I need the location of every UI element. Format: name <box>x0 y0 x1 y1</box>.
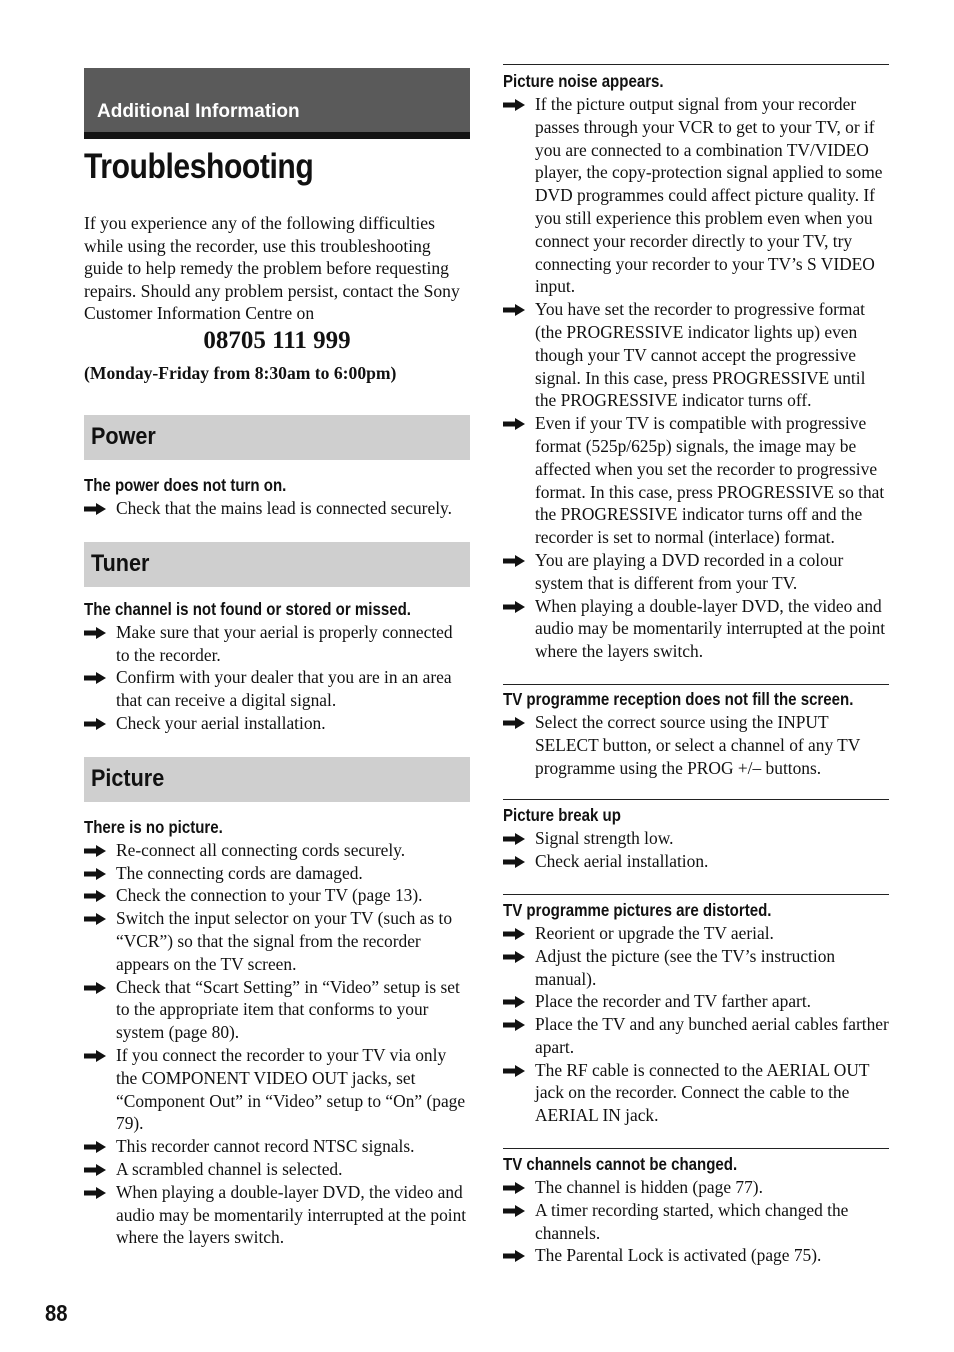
divider <box>503 799 889 800</box>
solution-item: Signal strength low. <box>503 827 889 850</box>
arrow-icon <box>503 418 525 430</box>
arrow-icon <box>503 717 525 729</box>
solution-item: Check that “Scart Setting” in “Video” setup is set to the appropriate item that conforms to your system (page 80). <box>84 976 470 1044</box>
arrow-icon <box>503 304 525 316</box>
solution-list <box>503 922 889 1127</box>
support-hours: (Monday-Friday from 8:30am to 6:00pm) <box>84 362 397 383</box>
section-header-bar <box>84 68 470 139</box>
arrow-icon <box>84 1164 106 1176</box>
arrow-icon <box>503 856 525 868</box>
arrow-icon <box>84 982 106 994</box>
page-number: 88 <box>45 1300 68 1326</box>
arrow-icon <box>503 1065 525 1077</box>
problem-heading: There is no picture. <box>84 816 223 837</box>
problem-heading: Picture noise appears. <box>503 71 664 91</box>
solution-item: Even if your TV is compatible with progressive format (525p/625p) signals, the image may be affected when you set the recorder to progressive format. In this case, press PROGRESSIVE so that the PROGRESSIVE indicator turns off and the recorder is set to normal (interlace) format. <box>503 412 889 549</box>
arrow-icon <box>503 1250 525 1262</box>
solution-list <box>84 621 470 735</box>
arrow-icon <box>84 868 106 880</box>
solution-item: Check the connection to your TV (page 13). <box>84 884 470 907</box>
arrow-icon <box>503 99 525 111</box>
solution-item: You are playing a DVD recorded in a colour system that is different from your TV. <box>503 549 889 595</box>
left-column <box>84 68 470 1249</box>
arrow-icon <box>84 913 106 925</box>
arrow-icon <box>84 503 106 515</box>
solution-item: Adjust the picture (see the TV’s instruction manual). <box>503 945 889 991</box>
solution-item: The channel is hidden (page 77). <box>503 1176 889 1199</box>
solution-item: The Parental Lock is activated (page 75). <box>503 1244 889 1267</box>
solution-item: The RF cable is connected to the AERIAL OUT jack on the recorder. Connect the cable to the AERIAL IN jack. <box>503 1059 889 1127</box>
solution-item: You have set the recorder to progressive format (the PROGRESSIVE indicator lights up) even though your TV cannot accept the progressive signal. In this case, press PROGRESSIVE until the PROGRESSIVE indicator turns off. <box>503 298 889 412</box>
solution-item: If the picture output signal from your recorder passes through your VCR to get to your TV, or if you are connected to a combination TV/VIDEO player, the copy-protection signal applied to some DVD programmes could affect picture quality. If you still experience this problem even when you connect your recorder directly to your TV, try connecting your recorder to your TV’s S VIDEO input. <box>503 93 889 298</box>
arrow-icon <box>503 1019 525 1031</box>
support-phone-number: 08705 111 999 <box>203 326 351 354</box>
arrow-icon <box>503 951 525 963</box>
divider <box>503 64 889 65</box>
section-title: Tuner <box>91 549 150 577</box>
arrow-icon <box>503 1205 525 1217</box>
section-title: Power <box>91 422 156 450</box>
solution-item: Check that the mains lead is connected securely. <box>84 497 470 520</box>
problem-heading: TV programme pictures are distorted. <box>503 899 772 920</box>
section-title: Picture <box>91 764 165 792</box>
arrow-icon <box>503 928 525 940</box>
problem-heading: The channel is not found or stored or missed. <box>84 598 411 619</box>
arrow-icon <box>84 672 106 684</box>
problem-heading: Picture break up <box>503 805 621 826</box>
solution-item: Place the TV and any bunched aerial cables farther apart. <box>503 1013 889 1059</box>
arrow-icon <box>503 601 525 613</box>
problem-heading: The power does not turn on. <box>84 474 287 495</box>
solution-item: A timer recording started, which changed the channels. <box>503 1199 889 1245</box>
solution-item: Confirm with your dealer that you are in an area that can receive a digital signal. <box>84 666 470 712</box>
solution-item: Place the recorder and TV farther apart. <box>503 990 889 1013</box>
arrow-icon <box>503 833 525 845</box>
section-power <box>84 415 470 460</box>
arrow-icon <box>84 845 106 857</box>
solution-item: Re-connect all connecting cords securely. <box>84 839 470 862</box>
problem-heading: TV channels cannot be changed. <box>503 1154 738 1175</box>
solution-item: Switch the input selector on your TV (such as to “VCR”) so that the signal from the recorder appears on the TV screen. <box>84 907 470 975</box>
solution-item: If you connect the recorder to your TV via only the COMPONENT VIDEO OUT jacks, set “Component Out” in “Video” setup to “On” (page 79). <box>84 1044 470 1135</box>
divider <box>503 1148 889 1149</box>
solution-item: A scrambled channel is selected. <box>84 1158 470 1181</box>
solution-item: Make sure that your aerial is properly connected to the recorder. <box>84 621 470 667</box>
solution-item: Check your aerial installation. <box>84 712 470 735</box>
divider <box>503 684 889 685</box>
solution-item: Reorient or upgrade the TV aerial. <box>503 922 889 945</box>
solution-item: Select the correct source using the INPUT SELECT button, or select a channel of any TV programme using the PROG +/– buttons. <box>503 711 889 779</box>
section-label: Additional Information <box>97 101 300 122</box>
right-column <box>503 64 889 1267</box>
page-title: Troubleshooting <box>84 147 314 186</box>
arrow-icon <box>503 555 525 567</box>
solution-item: When playing a double-layer DVD, the video and audio may be momentarily interrupted at the point where the layers switch. <box>503 595 889 663</box>
arrow-icon <box>84 1050 106 1062</box>
solution-item: When playing a double-layer DVD, the video and audio may be momentarily interrupted at the point where the layers switch. <box>84 1181 470 1249</box>
section-tuner <box>84 542 470 587</box>
solution-list <box>84 497 470 520</box>
solution-item: Check aerial installation. <box>503 850 889 873</box>
arrow-icon <box>84 890 106 902</box>
arrow-icon <box>503 996 525 1008</box>
arrow-icon <box>84 627 106 639</box>
solution-list <box>84 839 470 1249</box>
arrow-icon <box>84 718 106 730</box>
solution-list <box>503 1176 889 1267</box>
arrow-icon <box>503 1182 525 1194</box>
solution-item: This recorder cannot record NTSC signals. <box>84 1135 470 1158</box>
arrow-icon <box>84 1141 106 1153</box>
solution-item: The connecting cords are damaged. <box>84 862 470 885</box>
divider <box>503 894 889 895</box>
problem-heading: TV programme reception does not fill the screen. <box>503 688 854 709</box>
solution-list <box>503 827 889 873</box>
solution-list <box>503 711 889 779</box>
solution-list <box>503 93 889 663</box>
intro-paragraph: If you experience any of the following difficulties while using the recorder, use this troubleshooting guide to help remedy the problem before requesting repairs. Should any problem persist, contact the Sony Customer Information Centre on <box>84 213 460 324</box>
arrow-icon <box>84 1187 106 1199</box>
section-picture <box>84 757 470 802</box>
